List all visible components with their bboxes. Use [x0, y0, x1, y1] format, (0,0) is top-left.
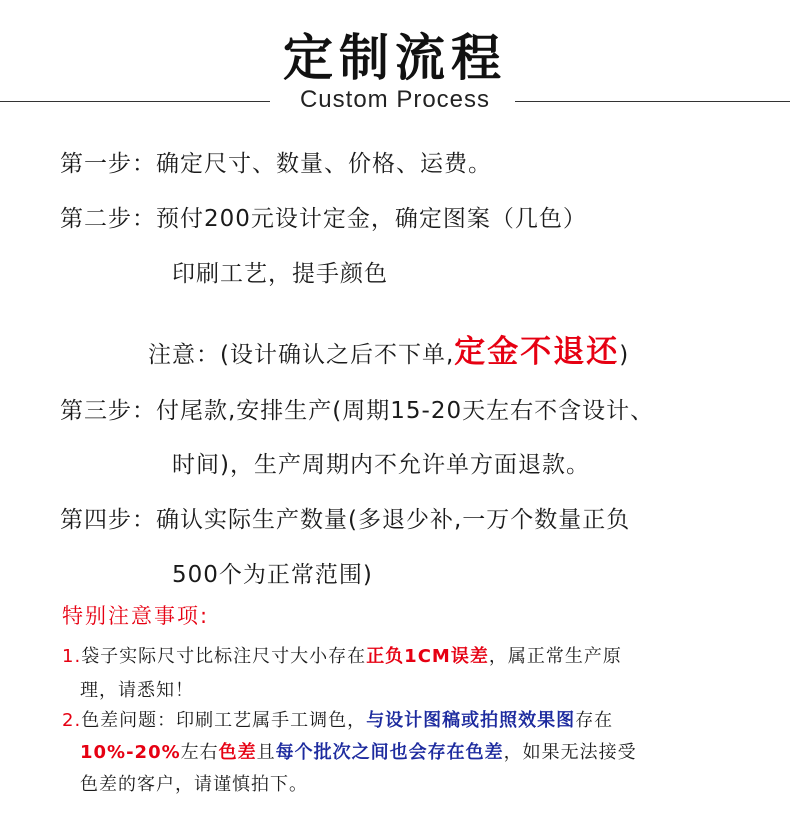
deposit-notice [148, 326, 629, 371]
note-one-line-2: 理，请悉知！ [80, 680, 194, 701]
note-one-highlight: 正负1CM误差 [366, 646, 489, 667]
step-four-line-2: 500个为正常范围) [172, 562, 373, 588]
note-two-line-3: 色差的客户，请谨慎拍下。 [80, 774, 308, 795]
note-two-text-3: 左右 [180, 742, 219, 763]
note-two-percent: 10%-20% [80, 742, 181, 763]
notice-prefix: 注意：(设计确认之后不下单, [148, 342, 455, 368]
notice-emphasis: 定金不退还 [454, 334, 620, 370]
note-one-line-1 [62, 642, 622, 668]
page-subtitle: Custom Process [299, 86, 491, 113]
note-two-number: 2. [62, 710, 82, 731]
note-two-line-1 [62, 706, 613, 732]
note-one-text-1: 袋子实际尺寸比标注尺寸大小存在 [81, 646, 367, 667]
step-three-line-2: 时间)，生产周期内不允许单方面退款。 [172, 452, 590, 478]
step-four-line-1: 第四步：确认实际生产数量(多退少补,一万个数量正负 [60, 507, 631, 533]
special-notes-title: 特别注意事项: [62, 604, 210, 628]
note-two-highlight-blue: 与设计图稿或拍照效果图 [366, 710, 576, 731]
divider-right [515, 101, 790, 102]
step-two-line-1: 第二步：预付200元设计定金，确定图案（几色） [60, 206, 587, 232]
notice-suffix: ) [619, 342, 630, 368]
note-two-batch-diff: 每个批次之间也会存在色差 [275, 742, 504, 763]
note-two-text-2: 存在 [575, 710, 614, 731]
note-two-text-1: 色差问题：印刷工艺属手工调色， [81, 710, 367, 731]
page-title: 定制流程 [283, 29, 507, 87]
note-two-text-4: 且 [256, 742, 276, 763]
note-one-number: 1. [62, 646, 82, 667]
step-two-line-2: 印刷工艺，提手颜色 [172, 261, 388, 287]
note-two-color-diff: 色差 [218, 742, 257, 763]
note-one-text-2: ，属正常生产原 [488, 646, 622, 667]
step-one: 第一步：确定尺寸、数量、价格、运费。 [60, 151, 492, 177]
note-two-line-2 [80, 738, 637, 764]
step-three-line-1: 第三步：付尾款,安排生产(周期15-20天左右不含设计、 [60, 398, 655, 424]
note-two-text-5: ，如果无法接受 [503, 742, 637, 763]
